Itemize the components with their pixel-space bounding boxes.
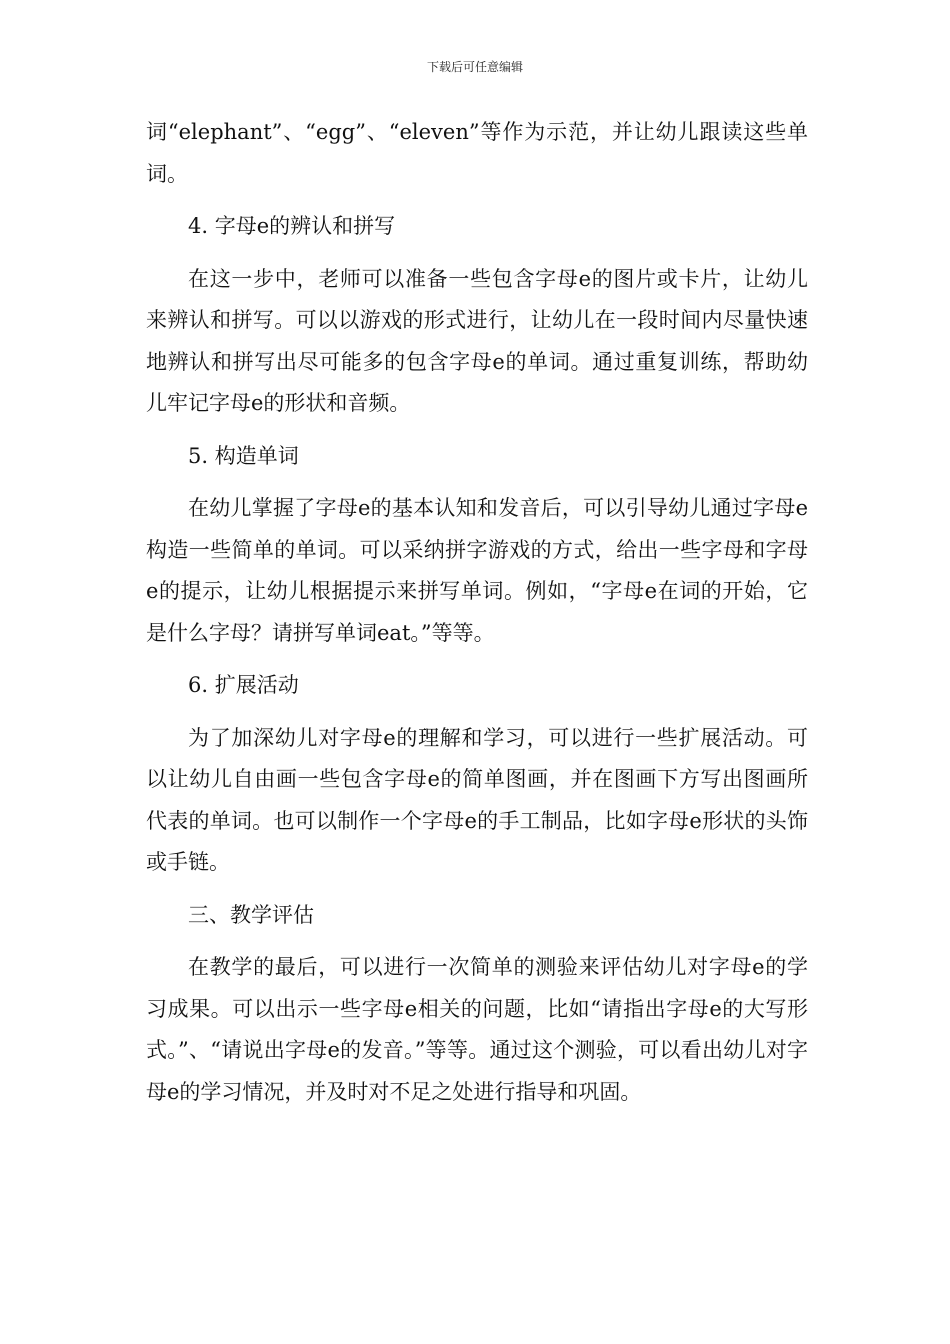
section-heading-4: 4. 字母e的辨认和拼写 <box>188 214 396 238</box>
section-heading-evaluation: 三、教学评估 <box>188 902 314 927</box>
paragraph-extension-activities: 为了加深幼儿对字母e的理解和学习，可以进行一些扩展活动。可以让幼儿自由画一些包含字母e的简单图画，并在图画下方写出图画所代表的单词。也可以制作一个字母e的手工制品，比如字母e形状的头饰或手链。 <box>146 725 808 874</box>
section-heading-6: 6. 扩展活动 <box>188 673 299 697</box>
paragraph-recognition-spelling: 在这一步中，老师可以准备一些包含字母e的图片或卡片，让幼儿来辨认和拼写。可以以游戏的形式进行，让幼儿在一段时间内尽量快速地辨认和拼写出尽可能多的包含字母e的单词。通过重复训练，帮助幼儿牢记字母e的形状和音频。 <box>146 266 808 415</box>
page-header: 下载后可任意编辑 <box>426 60 523 74</box>
paragraph-word-building: 在幼儿掌握了字母e的基本认知和发音后，可以引导幼儿通过字母e构造一些简单的单词。可以采纳拼字游戏的方式，给出一些字母和字母e的提示，让幼儿根据提示来拼写单词。例如，“字母e在词的开始，它是什么字母？请拼写单词eat。”等等。 <box>146 496 808 645</box>
section-heading-5: 5. 构造单词 <box>188 443 299 468</box>
paragraph-evaluation: 在教学的最后，可以进行一次简单的测验来评估幼儿对字母e的学习成果。可以出示一些字母e相关的问题，比如“请指出字母e的大写形式。”、“请说出字母e的发音。”等等。通过这个测验，可以看出幼儿对字母e的学习情况，并及时对不足之处进行指导和巩固。 <box>146 955 808 1104</box>
paragraph-continuation: 词“elephant”、“egg”、“eleven”等作为示范，并让幼儿跟读这些单词。 <box>146 120 808 186</box>
document-body <box>146 112 808 1124</box>
